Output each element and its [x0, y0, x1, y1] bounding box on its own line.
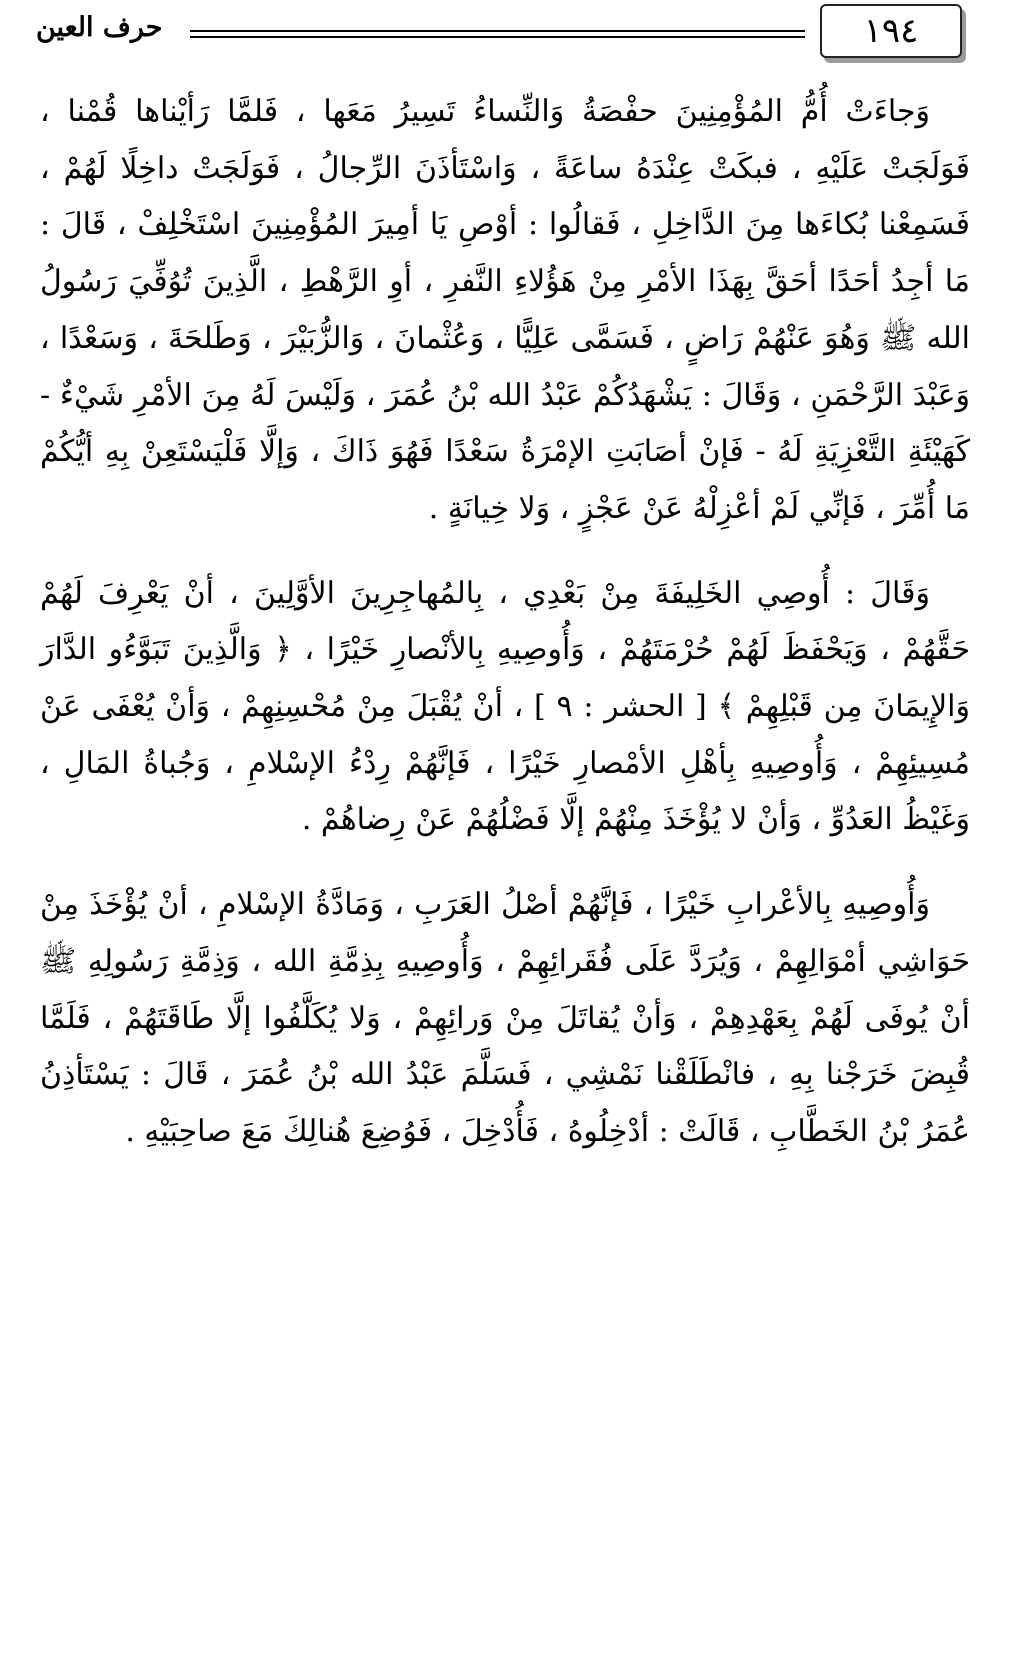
- page-body: [40, 84, 970, 1189]
- paragraph-3: وَأُوصِيهِ بِالأعْرابِ خَيْرًا ، فَإنَّهُمْ أصْلُ العَرَبِ ، وَمَادَّةُ الإسْلامِ ، أنْ يُؤْخَذَ مِنْ حَوَاشِي أمْوَالِهِمْ ، وَيُرَدَّ عَلَى فُقَرائِهِمْ ، وَأُوصِيهِ بِذِمَّةِ الله ، وَذِمَّةِ رَسُولِهِ ﷺ أنْ يُوفَى لَهُمْ بِعَهْدِهِمْ ، وَأنْ يُقاتَلَ مِنْ وَرائِهِمْ ، وَلا يُكَلَّفُوا إلَّا طَاقَتَهُمْ ، فَلَمَّا قُبِضَ خَرَجْنا بِهِ ، فانْطَلَقْنا نَمْشِي ، فَسَلَّمَ عَبْدُ الله بْنُ عُمَرَ ، قَالَ : يَسْتَأذِنُ عُمَرُ بْنُ الخَطَّابِ ، قَالَتْ : أدْخِلُوهُ ، فَأُدْخِلَ ، فَوُضِعَ هُنالِكَ مَعَ صاحِبَيْهِ .: [40, 887, 970, 1149]
- section-title: حرف العين: [36, 12, 163, 43]
- page-number: ١٩٤: [820, 4, 962, 58]
- page-header: [0, 0, 1010, 70]
- paragraph-1: وَجاءَتْ أُمُّ المُؤْمِنِينَ حفْصَةُ وَالنِّساءُ تَسِيرُ مَعَها ، فَلمَّا رَأيْناها قُمْنا ، فَوَلَجَتْ عَلَيْهِ ، فبكَتْ عِنْدَهُ ساعَةً ، وَاسْتَأذَنَ الرِّجالُ ، فَوَلَجَتْ داخِلًا لَهُمْ ، فَسَمِعْنا بُكاءَها مِنَ الدَّاخِلِ ، فَقالُوا : أوْصِ يَا أمِيرَ المُؤْمِنِينَ اسْتَخْلِفْ ، قَالَ : مَا أجِدُ أحَدًا أحَقَّ بِهَذَا الأمْرِ مِنْ هَؤُلاءِ النَّفرِ ، أوِ الرَّهْطِ ، الَّذِينَ تُوُفِّيَ رَسُولُ الله ﷺ وَهُوَ عَنْهُمْ رَاضٍ ، فَسَمَّى عَلِيًّا ، وَعُثْمانَ ، وَالزُّبَيْرَ ، وَطَلحَةَ ، وَسَعْدًا ، وَعَبْدَ الرَّحْمَنِ ، وَقَالَ : يَشْهَدُكُمْ عَبْدُ الله بْنُ عُمَرَ ، وَلَيْسَ لَهُ مِنَ الأمْرِ شَيْءٌ - كَهَيْئَةِ التَّعْزِيَةِ لَهُ - فَإنْ أصَابَتِ الإمْرَةُ سَعْدًا فَهُوَ ذَاكَ ، وَإلَّا فَلْيَسْتَعِنْ بِهِ أيُّكُمْ مَا أُمِّرَ ، فَإنِّي لَمْ أعْزِلْهُ عَنْ عَجْزٍ ، وَلا خِيانَةٍ .: [40, 94, 970, 526]
- header-rule: [190, 30, 805, 32]
- header-rule-second: [190, 36, 805, 38]
- paragraph-2: وَقَالَ : أُوصِي الخَلِيفَةَ مِنْ بَعْدِي ، بِالمُهاجِرِينَ الأوَّلِينَ ، أنْ يَعْرِفَ لَهُمْ حَقَّهُمْ ، وَيَحْفَظَ لَهُمْ حُرْمَتَهُمْ ، وَأُوصِيهِ بِالأنْصارِ خَيْرًا ، ﴿ وَالَّذِينَ تَبَوَّءُو الدَّارَ وَالإِيمَانَ مِن قَبْلِهِمْ ﴾ [ الحشر : ٩ ] ، أنْ يُقْبَلَ مِنْ مُحْسِنِهِمْ ، وَأنْ يُعْفَى عَنْ مُسِيئِهِمْ ، وَأُوصِيهِ بِأهْلِ الأمْصارِ خَيْرًا ، فَإنَّهُمْ رِدْءُ الإسْلامِ ، وَجُباةُ المَالِ ، وَغَيْظُ العَدُوِّ ، وَأنْ لا يُؤْخَذَ مِنْهُمْ إلَّا فَضْلُهُمْ عَنْ رِضاهُمْ .: [40, 575, 970, 838]
